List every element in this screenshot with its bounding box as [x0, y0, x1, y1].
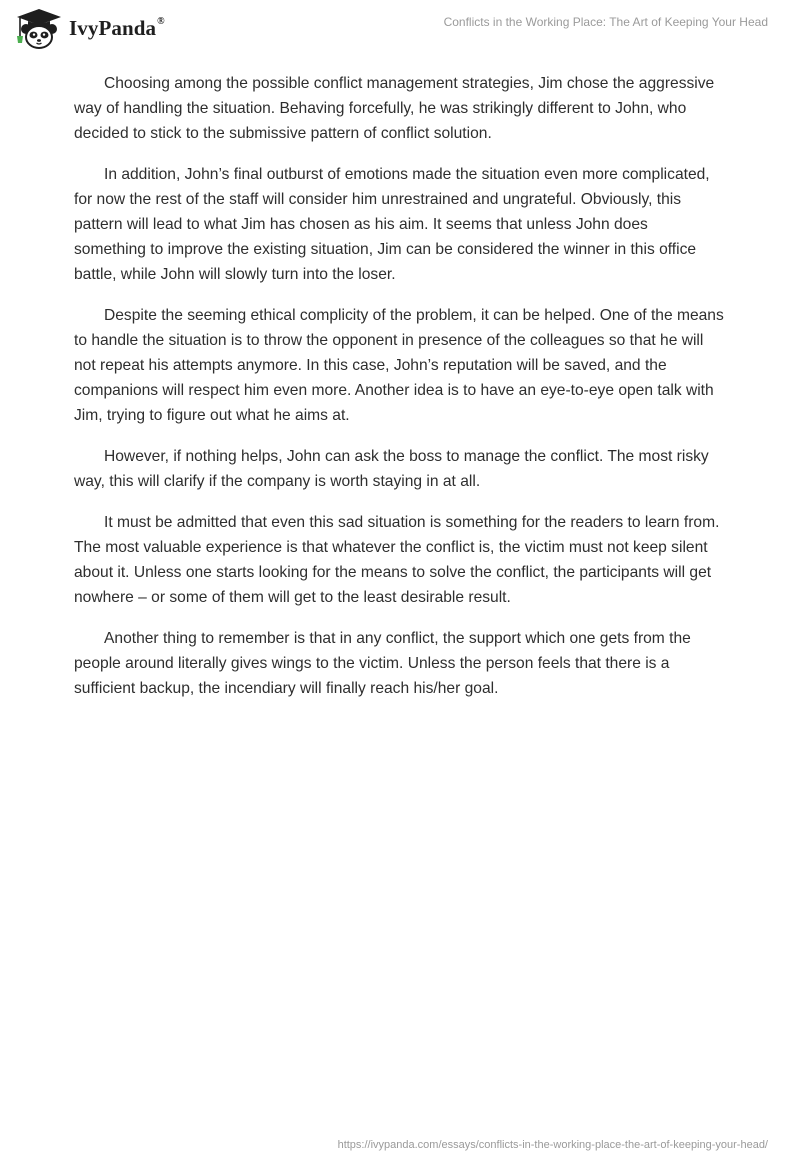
paragraph: Choosing among the possible conflict management strategies, Jim chose the aggressive way of handling the situation. Behaving forcefully, he was strikingly different to John, who decided to stick to the submissive pattern of conflict solution.: [74, 75, 715, 142]
essay-body: [74, 71, 724, 717]
paragraph: Another thing to remember is that in any conflict, the support which one gets from the people around literally gives wings to the victim. Unless the person feels that there is a sufficient backup, the incendiary will finally reach his/her goal.: [74, 630, 691, 697]
document-title: Conflicts in the Working Place: The Art of Keeping Your Head: [443, 15, 768, 29]
source-url[interactable]: https://ivypanda.com/essays/conflicts-in-the-working-place-the-art-of-keeping-your-head/: [337, 1139, 768, 1151]
page-header: [0, 0, 800, 60]
brand-name: IvyPanda®: [69, 15, 165, 40]
paragraph: Despite the seeming ethical complicity of the problem, it can be helped. One of the means to handle the situation is to throw the opponent in presence of the colleagues so that he will not repeat his attempts anymore. In this case, John’s reputation will be saved, and the companions will respect him even more. Another idea is to have an eye-to-eye open talk with Jim, trying to figure out what he aims at.: [74, 307, 724, 424]
paragraph: However, if nothing helps, John can ask the boss to manage the conflict. The most risky way, this will clarify if the company is worth staying in at all.: [74, 448, 709, 490]
paragraph: It must be admitted that even this sad situation is something for the readers to learn from. The most valuable experience is that whatever the conflict is, the victim must not keep silent about it. Unless one starts looking for the means to solve the conflict, the participants will get nowhere – or some of them will get to the least desirable result.: [74, 514, 720, 606]
panda-graduation-cap-icon: [14, 8, 64, 50]
paragraph: In addition, John’s final outburst of emotions made the situation even more complicated, for now the rest of the staff will consider him unrestrained and ungrateful. Obviously, this pattern will lead to what Jim has chosen as his aim. It seems that unless John does something to improve the existing situation, Jim can be considered the winner in this office battle, while John will slowly turn into the loser.: [74, 166, 710, 283]
ivypanda-logo[interactable]: [14, 8, 165, 50]
